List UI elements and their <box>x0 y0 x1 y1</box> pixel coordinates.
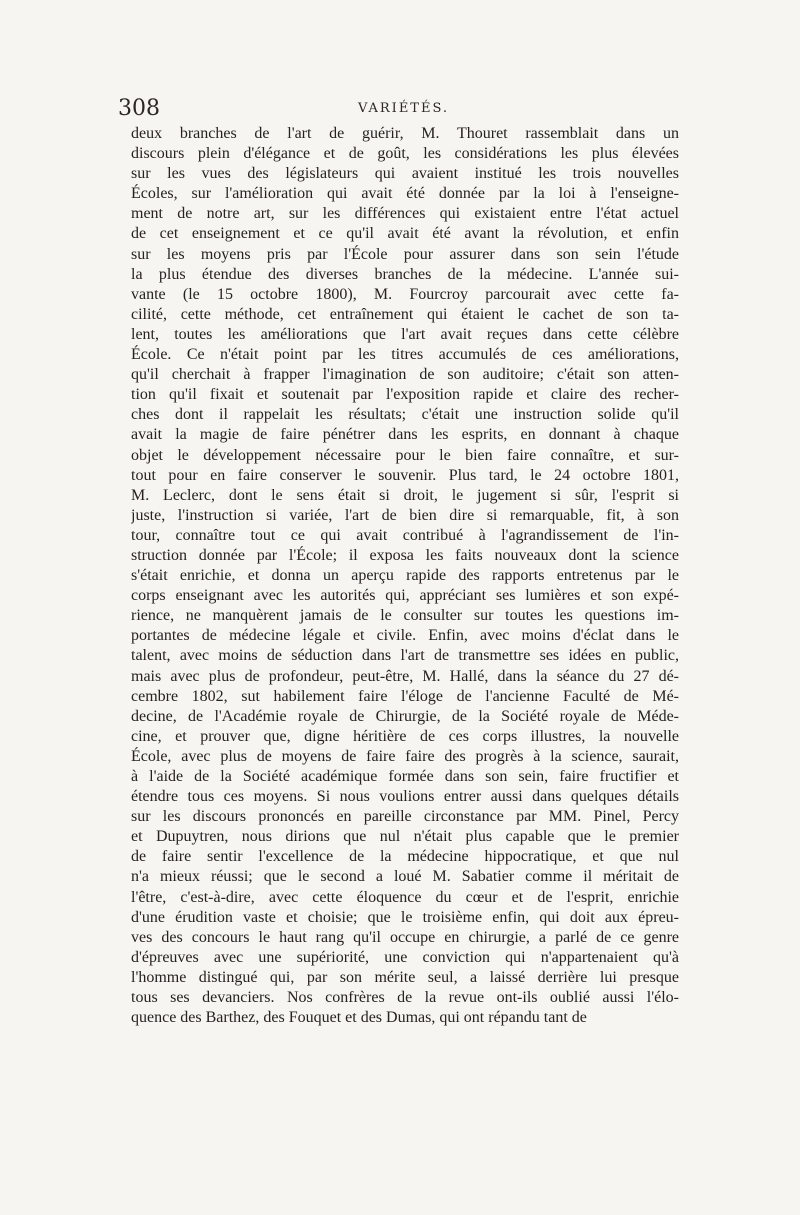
text-line: cine, et prouver que, digne héritière de ces corps illustres, la nouvelle <box>131 727 679 745</box>
text-line: et Dupuytren, nous dirions que nul n'était plus capable que le premier <box>131 828 679 846</box>
text-line: de faire sentir l'excellence de la médecine hippocratique, et que nul <box>131 848 679 866</box>
text-line: ches dont il rappelait les résultats; c'était une instruction solide qu'il <box>131 406 679 424</box>
page-header <box>118 96 678 126</box>
text-line: à l'aide de la Société académique formée dans son sein, faire fructifier et <box>131 768 679 785</box>
text-line: deux branches de l'art de guérir, M. Thouret rassemblait dans un <box>131 125 679 142</box>
text-line: sur les vues des législateurs qui avaient institué les trois nouvelles <box>131 165 679 183</box>
text-line: d'une érudition vaste et choisie; que le troisième enfin, qui doit aux épreu- <box>131 908 679 926</box>
text-line: de cet enseignement et ce qu'il avait été avant la révolution, et enfin <box>131 225 679 243</box>
text-line: corps enseignant avec les autorités qui, appréciant ses lumières et son expé- <box>131 587 679 605</box>
text-line: étendre tous ces moyens. Si nous voulions entrer aussi dans quelques détails <box>131 788 679 806</box>
text-line: quence des Barthez, des Fouquet et des Dumas, qui ont répandu tant de <box>131 1009 587 1027</box>
text-line: tous ses devanciers. Nos confrères de la revue ont-ils oublié aussi l'élo- <box>131 989 679 1007</box>
text-line: d'épreuves avec une supériorité, une conviction qui n'appartenaient qu'à <box>131 948 679 966</box>
text-line: discours plein d'élégance et de goût, les considérations les plus élevées <box>131 145 679 163</box>
text-line: sur les discours prononcés en pareille circonstance par MM. Pinel, Percy <box>131 808 679 826</box>
text-line: École, avec plus de moyens de faire faire des progrès à la science, saurait, <box>131 747 679 765</box>
text-line: portantes de médecine légale et civile. Enfin, avec moins d'éclat dans le <box>131 627 679 645</box>
text-line: cembre 1802, sut habilement faire l'éloge de l'ancienne Faculté de Mé- <box>131 687 679 705</box>
running-head: VARIÉTÉS. <box>358 101 450 116</box>
text-line: lent, toutes les améliorations que l'art avait reçues dans cette célèbre <box>131 325 679 343</box>
text-line: talent, avec moins de séduction dans l'art de transmettre ses idées en public, <box>131 647 679 665</box>
text-line: mais avec plus de profondeur, peut-être, M. Hallé, dans la séance du 27 dé- <box>131 667 679 685</box>
text-line: juste, l'instruction si variée, l'art de bien dire si remarquable, fit, à son <box>131 506 679 524</box>
text-line: s'était enrichie, et donna un aperçu rapide des rapports entretenus par le <box>131 567 679 585</box>
text-line: l'être, c'est-à-dire, avec cette éloquence du cœur et de l'esprit, enrichie <box>131 888 679 906</box>
text-line: tout pour en faire conserver le souvenir. Plus tard, le 24 octobre 1801, <box>131 466 679 484</box>
text-line: ment de notre art, sur les différences qui existaient entre l'état actuel <box>131 205 679 223</box>
text-line: struction donnée par l'École; il exposa les faits nouveaux dont la science <box>131 546 679 564</box>
text-line: cilité, cette méthode, cet entraînement qui étaient le cachet de son ta- <box>131 305 679 323</box>
text-line: sur les moyens pris par l'École pour assurer dans son sein l'étude <box>131 245 679 263</box>
page-number: 308 <box>118 96 160 121</box>
text-line: decine, de l'Académie royale de Chirurgie, de la Société royale de Méde- <box>131 707 679 725</box>
text-line: objet le développement nécessaire pour le bien faire connaître, et sur- <box>131 446 679 464</box>
text-line: rience, ne manquèrent jamais de le consulter sur toutes les questions im- <box>131 607 679 625</box>
text-line: M. Leclerc, dont le sens était si droit, le jugement si sûr, l'esprit si <box>131 486 679 504</box>
text-line: tion qu'il fixait et soutenait par l'exposition rapide et claire des recher- <box>131 386 679 404</box>
text-line: qu'il cherchait à frapper l'imagination de son auditoire; c'était son atten- <box>131 366 679 384</box>
text-line: École. Ce n'était point par les titres accumulés de ces améliorations, <box>131 346 679 364</box>
text-line: l'homme distingué qui, par son mérite seul, a laissé derrière lui presque <box>131 968 679 986</box>
text-line: ves des concours le haut rang qu'il occupe en chirurgie, a parlé de ce genre <box>131 928 679 946</box>
body-text <box>131 124 679 1028</box>
text-line: tour, connaître tout ce qui avait contribué à l'agrandissement de l'in- <box>131 526 679 544</box>
text-line: Écoles, sur l'amélioration qui avait été donnée par la loi à l'enseigne- <box>131 185 679 203</box>
text-line: n'a mieux réussi; que le second a loué M. Sabatier comme il méritait de <box>131 868 679 886</box>
text-line: la plus étendue des diverses branches de la médecine. L'année sui- <box>131 265 679 283</box>
text-line: avait la magie de faire pénétrer dans les esprits, en donnant à chaque <box>131 426 679 444</box>
text-line: vante (le 15 octobre 1800), M. Fourcroy parcourait avec cette fa- <box>131 285 679 303</box>
